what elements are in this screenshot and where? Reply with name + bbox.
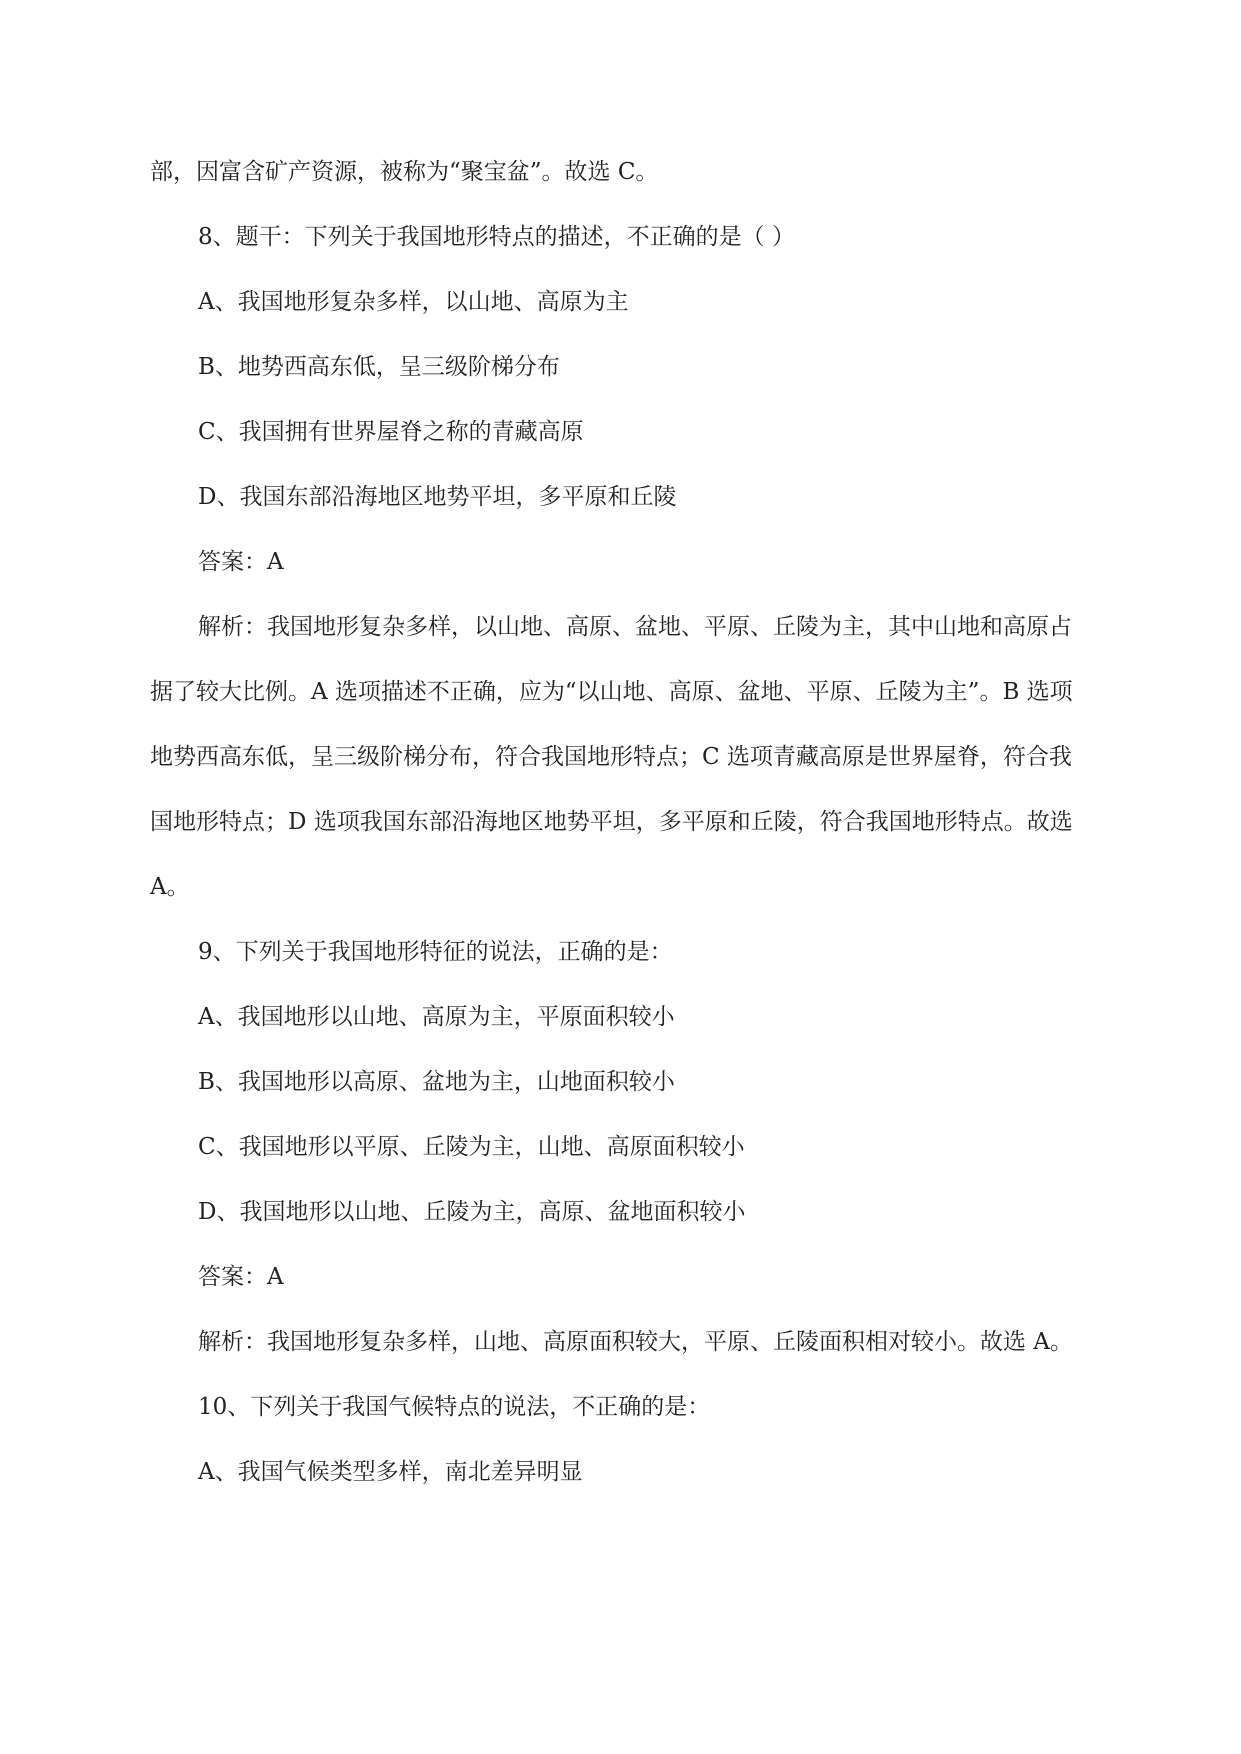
question-10-stem: 10、下列关于我国气候特点的说法，不正确的是：: [198, 1394, 711, 1420]
question-9-option-a: A、我国地形以山地、高原为主，平原面积较小: [198, 1004, 675, 1030]
question-9-option-c: C、我国地形以平原、丘陵为主，山地、高原面积较小: [198, 1134, 745, 1160]
question-10-option-a: A、我国气候类型多样，南北差异明显: [198, 1459, 583, 1485]
question-9-explanation: 解析：我国地形复杂多样，山地、高原面积较大，平原、丘陵面积相对较小。故选 A。: [198, 1329, 1073, 1355]
question-9-stem: 9、下列关于我国地形特征的说法，正确的是：: [198, 939, 673, 965]
question-8-stem: 8、题干：下列关于我国地形特点的描述，不正确的是（ ）: [198, 224, 795, 250]
question-8-option-c: C、我国拥有世界屋脊之称的青藏高原: [198, 419, 584, 445]
paragraph-continuation: 部，因富含矿产资源，被称为“聚宝盆”。故选 C。: [150, 159, 659, 185]
document-body: [150, 140, 1090, 1505]
question-8-option-b: B、地势西高东低，呈三级阶梯分布: [198, 354, 560, 380]
question-8-option-a: A、我国地形复杂多样，以山地、高原为主: [198, 289, 629, 315]
question-8-answer: 答案：A: [198, 549, 284, 575]
question-8-explanation: 解析：我国地形复杂多样，以山地、高原、盆地、平原、丘陵为主，其中山地和高原占据了较大比例。A 选项描述不正确，应为“以山地、高原、盆地、平原、丘陵为主”。B 选项地势西高东低，呈三级阶梯分布，符合我国地形特点；C 选项青藏高原是世界屋脊，符合我国地形特点；D 选项我国东部沿海地区地势平坦，多平原和丘陵，符合我国地形特点。故选 A。: [150, 614, 1073, 900]
question-9-option-d: D、我国地形以山地、丘陵为主，高原、盆地面积较小: [198, 1199, 746, 1225]
question-8-option-d: D、我国东部沿海地区地势平坦，多平原和丘陵: [198, 484, 677, 510]
question-9-option-b: B、我国地形以高原、盆地为主，山地面积较小: [198, 1069, 675, 1095]
question-9-answer: 答案：A: [198, 1264, 284, 1290]
